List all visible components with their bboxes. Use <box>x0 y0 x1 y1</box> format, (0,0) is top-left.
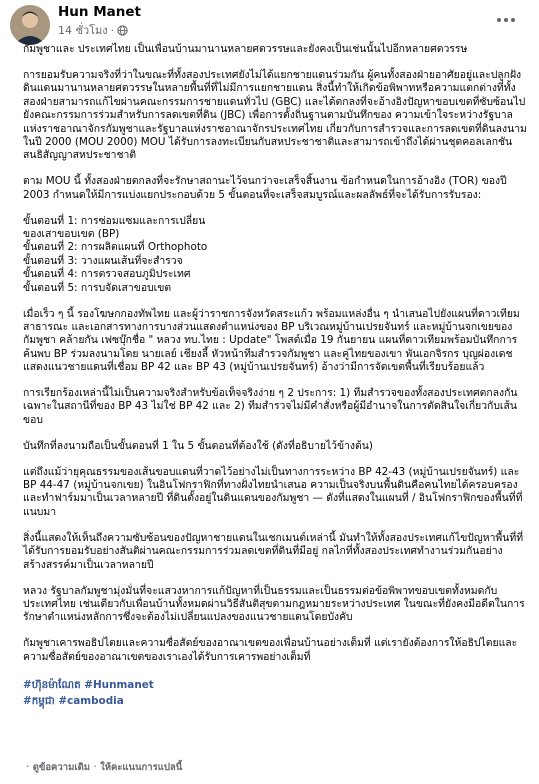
post-meta <box>58 21 128 39</box>
step-item: ของเสาขอบเขต (BP) <box>23 227 120 240</box>
post-paragraph: หลวง รัฐบาลกัมพูชามุ่งมั่นที่จะแสวงหาการแก้ปัญหาที่เป็นธรรมและเป็นธรรมต่อข้อพิพาทขอบเขตทั้งหมดกับ ประเทศไทย เช่นเดียวกับเพื่อนบ้านทั้งหมดผ่านวิธีสันติสุขตามกฎหมายระหว่างประเทศ ในขณะที่ยังคงมีอดีตในการรักษาตำแหน่งหลักการซึ่งจะต้องไม่เปลี่ยนแปลงของแนวชายแดนโดยบังคับ <box>23 584 525 624</box>
post-paragraph: แต่ถึงแม้ว่ายุคุณธรรมของเส้นขอบแดนที่วาดไว้อย่างไม่เป็นทางการระหว่าง BP 42-43 (หมู่บ้านเปรยจันทร์) และ BP 44-47 (หมู่บ้านจกเขย) ในอินโฟกราฟิกที่ทางฝั่งไทยนำเสนอ ความเป็นจริงบนพื้นดินคือคนไทยได้ครอบครองและทำฟาร์มมาเป็นเวลาหลายปี ที่ดินตั้งอยู่ในดินแดนของกัมพูชา — ดังที่แสดงในแผนที่ / อินโฟกราฟิกของพื้นที่ที่แนบมา <box>23 465 523 518</box>
post-paragraph: การเรียกร้องเหล่านี้ไม่เป็นความจริงสำหรับข้อเท็จจริงง่าย ๆ 2 ประการ: 1) ทีมสำรวจของทั้งสองประเทศตกลงกันเฉพาะในสถานีที่ของ BP 43 ไม่ใช่ BP 42 และ 2) ทีมสำรวจไม่มีคำสั่งหรือผู้มีอำนาจในการตัดสินใจเกี่ยวกับเส้นขอบ <box>23 387 518 426</box>
translate-prefix: · <box>26 761 30 773</box>
author-name[interactable]: Hun Manet <box>58 4 141 20</box>
see-original-link[interactable]: ดูข้อความเดิม <box>32 762 91 773</box>
post-paragraph: กัมพูชาเคารพอธิปไตยและความซื่อสัตย์ของอาณาเขตของเพื่อนบ้านอย่างเต็มที่ แต่เรายังต้องการให้อธิปไตยและความซื่อสัตย์ของอาณาเขตของเราเองได้รับการเคารพอย่างเต็มที่ <box>23 637 518 663</box>
author-avatar[interactable] <box>10 5 50 45</box>
step-item: ขั้นตอนที่ 5: การบจัดเสาขอบเขต <box>23 281 172 294</box>
post-paragraph: บันทึกที่ลงนามถือเป็นขั้นตอนที่ 1 ใน 5 ขั้นตอนที่ต้องใช้ (ดังที่อธิบายไว้ข้างต้น) <box>23 439 373 452</box>
post-paragraph: การยอมรับความจริงที่ว่าในขณะที่ทั้งสองประเทศยังไม่ได้แยกชายแดนร่วมกัน ผู้คนทั้งสองฝ่ายอาศัยอยู่และปลูกฝังดินแดนมานานหลายศตวรรษในหลายพื้นที่ที่ไม่มีการแยกชายแดน สิ่งนี้ทำให้เกิดข้อพิพาทหรือความแตกต่างที่ทั้งสองฝ่ายสามารถแก้ไขผ่านคณะกรรมการชายแดนทั่วไป (GBC) และได้ตกลงที่จะอ้างอิงปัญหาขอบเขตที่ซับซ้อนไปยังคณะกรรมการร่วมสำหรับการลดเขตที่ดิน (JBC) เพื่อการตั้งถิ่นฐานตามบันทึกของ ความเข้าใจระหว่างรัฐบาลแห่งราชอาณาจักรกัมพูชาและรัฐบาลแห่งราชอาณาจักรประเทศไทย เกี่ยวกับการสำรวจและการลดเขตที่ดินลงนามในปี 2000 (MOU 2000) MOU ได้รับการลงทะเบียนกับสหประชาชาติและสามารถเข้าถึงได้ผ่านชุดคอลเลกชันสนธิสัญญาสหประชาชาติ <box>23 68 527 162</box>
rate-translation-link[interactable]: ให้คะแนนการแปลนี้ <box>100 762 183 773</box>
hashtag-link[interactable]: #ហ៊ុនម៉ាណែត #Hunmanet <box>23 678 154 691</box>
step-item: ขั้นตอนที่ 2: การผลิตแผนที่ Orthophoto <box>23 241 208 254</box>
step-item: ขั้นตอนที่ 1: การซ่อมแซมและการเปลี่ยน <box>23 214 206 227</box>
post-paragraph: กัมพูชาและ ประเทศไทย เป็นเพื่อนบ้านมานานหลายศตวรรษและยังคงเป็นเช่นนั้นไปอีกหลายศตวรรษ <box>23 43 468 55</box>
post-body <box>23 43 528 709</box>
steps-list <box>23 215 528 295</box>
post-paragraph: ตาม MOU นี้ ทั้งสองฝ่ายตกลงที่จะรักษาสถานะไว้จนกว่าจะเสร็จสิ้นงาน ข้อกำหนดในการอ้างอิง (TOR) ของปี 2003 กำหนดให้มีการแบ่งแยกประกอบด้วย 5 ขั้นตอนที่จะเสร็จสมบูรณ์และผลลัพธ์ที่จะได้รับการรับรอง: <box>23 175 507 201</box>
post-timestamp[interactable]: 14 ชั่วโมง <box>58 24 108 37</box>
post-paragraph: เมื่อเร็ว ๆ นี้ รองโฆษกกองทัพไทย และผู้ว่าราชการจังหวัดสระแก้ว พร้อมแหล่งอื่น ๆ นำเสนอไปยังแผนที่ดาวเทียมสาธารณะ และเอกสารทางการบางส่วนแสดงตำแหน่งของ BP บริเวณหมู่บ้านเปรยจันทร์ และหมู่บ้านจกเขยของกัมพูชา คล้ายกัน เฟซบุ๊กชื่อ " หลวง ทบ.ไทย : Update" โพสต์เมื่อ 19 กันยายน แผนที่ดาวเทียมพร้อมบันทึกการค้นพบ BP ร่วมลงนามโดย นายเลย์ เชียงลี้ หัวหน้าทีมสำรวจกัมพูชา และคู่ไทยของเขา พันเอกจิรกร บุญผ่องเดช แสดงแนวชายแดนที่เชื่อม BP 42 และ BP 43 (หมู่บ้านเปรยจันทร์) อ้างว่ามีการจัดเขตพื้นที่เรียบร้อยแล้ว <box>23 307 520 374</box>
avatar-image <box>10 5 50 45</box>
post-paragraph: สิ่งนี้แสดงให้เห็นถึงความซับซ้อนของปัญหาชายแดนในเชกเมนต์เหล่านี้ มันทำให้ทั้งสองประเทศแก้ไขปัญหาพื้นที่ที่ได้รับการยอมรับอย่างสันติผ่านคณะกรรมการร่วมลดเขตที่ดินที่มีอยู่ กลไกที่ทั้งสองประเทศทำงานร่วมกันอย่างสร้างสรรค์มาเป็นเวลาหลายปี <box>23 531 524 571</box>
hashtags <box>23 677 528 709</box>
translate-separator: · <box>93 761 97 773</box>
globe-icon[interactable] <box>117 25 128 36</box>
translation-bar <box>26 760 182 775</box>
hashtag-link[interactable]: #កម្ពុជា #cambodia <box>23 694 124 707</box>
meta-separator: · <box>110 23 115 37</box>
step-item: ขั้นตอนที่ 4: การตรวจสอบภูมิประเทศ <box>23 268 191 281</box>
step-item: ขั้นตอนที่ 3: วางแผนเส้นที่จะสำรวจ <box>23 254 183 267</box>
more-options-icon[interactable] <box>492 10 520 30</box>
post-header <box>0 0 539 38</box>
